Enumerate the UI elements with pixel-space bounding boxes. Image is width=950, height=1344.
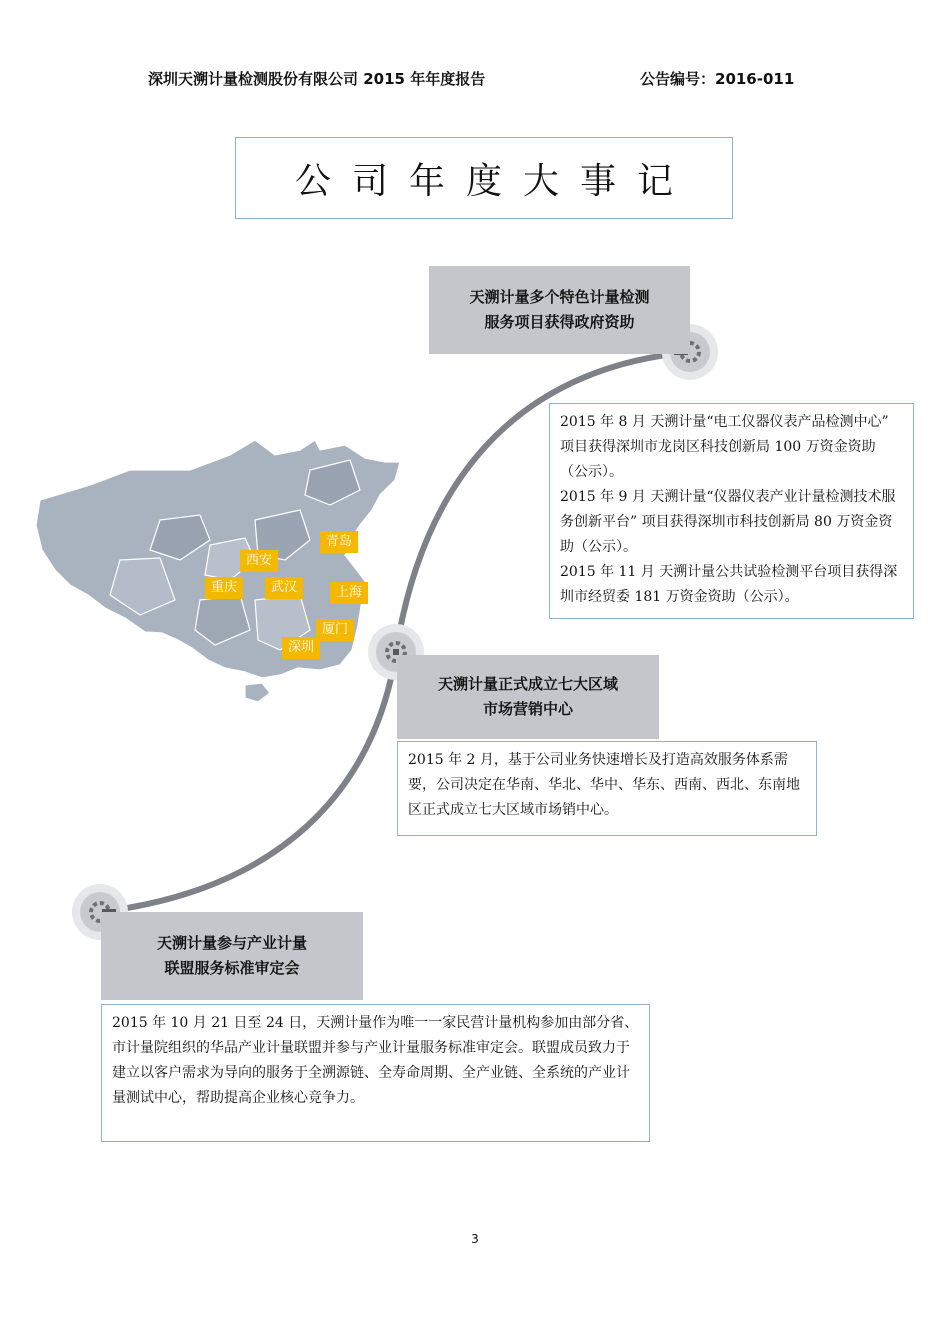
event-heading-2 [397,655,659,739]
event-paragraph: 2015 年 2 月，基于公司业务快速增长及打造高效服务体系需要，公司决定在华南、华北、华中、华东、西南、西北、东南地区正式成立七大区域市场销中心。 [408,752,800,818]
event-text-3 [101,1004,650,1142]
report-header-title: 深圳天溯计量检测股份有限公司 2015 年年度报告 [148,70,486,88]
event-heading-line: 天溯计量参与产业计量 [156,934,307,952]
event-text-2 [397,741,817,836]
event-paragraph: 2015 年 9 月 天溯计量“仪器仪表产业计量检测技术服务创新平台” 项目获得深圳市科技创新局 80 万资金资助（公示）。 [560,489,896,555]
event-heading-line: 市场营销中心 [482,700,573,718]
city-tag-qingdao: 青岛 [320,531,358,553]
event-paragraph: 2015 年 11 月 天溯计量公共试验检测平台项目获得深圳市经贸委 181 万资金资助（公示）。 [560,564,898,605]
city-tag-xian: 西安 [240,550,278,572]
city-tag-chongqing: 重庆 [205,577,243,599]
city-tag-xiamen: 厦门 [316,619,354,641]
event-paragraph: 2015 年 8 月 天溯计量“电工仪器仪表产品检测中心” 项目获得深圳市龙岗区科技创新局 100 万资金资助（公示）。 [560,414,889,480]
event-heading-line: 天溯计量正式成立七大区域 [437,675,618,693]
event-heading-1 [429,266,690,354]
event-heading-line: 服务项目获得政府资助 [484,313,635,331]
event-paragraph: 2015 年 10 月 21 日至 24 日，天溯计量作为唯一一家民营计量机构参加由部分省、市计量院组织的华品产业计量联盟并参与产业计量服务标准审定会。联盟成员致力于建立以客户需求为导向的服务于全溯源链、全寿命周期、全产业链、全系统的产业计量测试中心，帮助提高企业核心竞争力。 [112,1015,639,1106]
china-map [36,440,400,702]
event-heading-3 [101,912,363,1000]
page-title: 公司年度大事记 [294,160,694,202]
event-heading-line: 天溯计量多个特色计量检测 [469,288,650,306]
page-number: 3 [471,1232,479,1246]
event-text-1 [549,403,914,619]
announcement-number: 公告编号：2016-011 [640,70,795,88]
city-tag-shenzhen: 深圳 [282,637,320,659]
city-tag-shanghai: 上海 [330,582,368,604]
event-heading-line: 联盟服务标准审定会 [164,959,300,977]
city-tag-wuhan: 武汉 [265,577,303,599]
